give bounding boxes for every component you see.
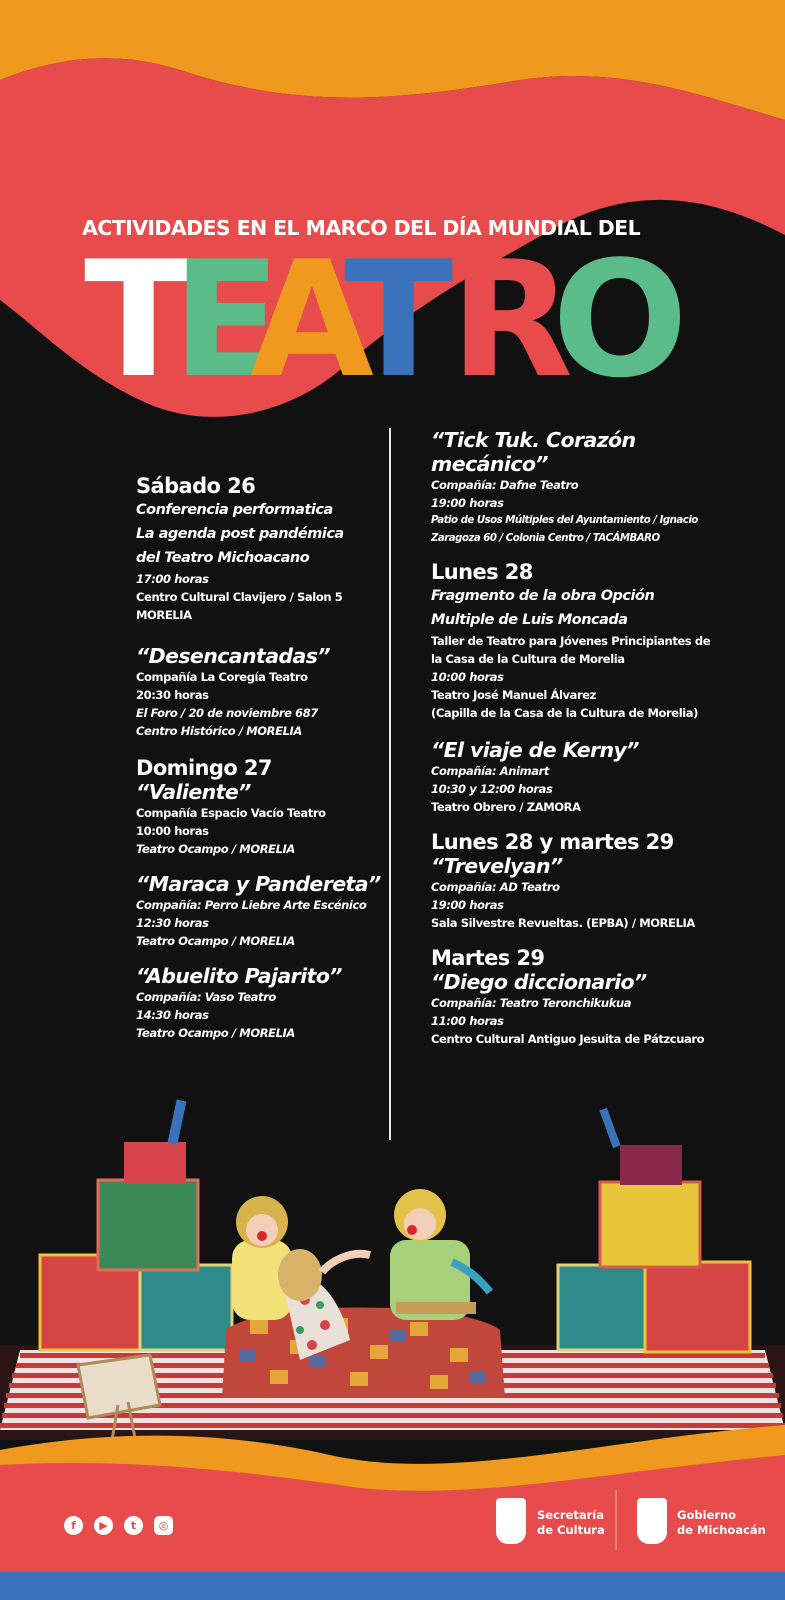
title-ticktuk-line2: mecánico” [431, 452, 548, 476]
event-company: Compañía: Vaso Teatro [136, 990, 276, 1004]
teatro-letter-t2: T [344, 226, 444, 413]
teatro-letter-t1: T [84, 226, 184, 413]
header-subtitle: ACTIVIDADES EN EL MARCO DEL DÍA MUNDIAL DEL [82, 216, 641, 240]
twitter-icon[interactable]: t [124, 1516, 143, 1535]
event-line: Fragmento de la obra Opción [431, 588, 655, 604]
title-kerny: “El viaje de Kerny” [431, 738, 639, 762]
event-place: El Foro / 20 de noviembre 687 [136, 706, 318, 720]
event-company: Compañía: Dafne Teatro [431, 478, 579, 492]
teatro-letter-o: O [552, 226, 679, 413]
event-place: (Capilla de la Casa de la Cultura de Morelia) [431, 706, 699, 720]
day-lunes-martes: Lunes 28 y martes 29 [431, 830, 674, 854]
left-column [136, 474, 381, 1042]
cultura-seal-icon [496, 1498, 526, 1544]
event-place: Teatro Ocampo / MORELIA [136, 934, 295, 948]
logo-gobierno-michoacan [677, 1508, 766, 1538]
teatro-letter-a: A [250, 226, 364, 413]
teatro-letter-r: R [450, 226, 564, 413]
event-line: Conferencia performatica [136, 502, 333, 518]
event-time: 17:00 horas [136, 572, 209, 586]
logo-line: Gobierno [677, 1508, 737, 1522]
event-place: Teatro Ocampo / MORELIA [136, 1026, 295, 1040]
event-place: Teatro José Manuel Álvarez [431, 688, 596, 702]
logo-line: Secretaría [537, 1508, 605, 1522]
event-place: Sala Silvestre Revueltas. (EPBA) / MORELIA [431, 916, 695, 930]
event-place: Centro Cultural Antiguo Jesuita de Pátzcuaro [431, 1032, 705, 1046]
instagram-icon[interactable]: ◎ [154, 1516, 173, 1535]
event-time: 10:30 y 12:00 horas [431, 782, 553, 796]
event-line: del Teatro Michoacano [136, 550, 310, 566]
michoacan-seal-icon [637, 1498, 667, 1544]
event-time: 19:00 horas [431, 496, 504, 510]
day-sabado: Sábado 26 [136, 474, 256, 498]
title-diego: “Diego diccionario” [431, 970, 647, 994]
event-place: Patio de Usos Múltiples del Ayuntamiento / Ignacio [431, 515, 698, 526]
footer-blue-band [0, 1572, 785, 1600]
event-company: la Casa de la Cultura de Morelia [431, 652, 625, 666]
title-valiente: “Valiente” [136, 780, 251, 804]
event-company: Compañía: AD Teatro [431, 880, 560, 894]
event-city: Centro Histórico / MORELIA [136, 724, 302, 738]
event-time: 14:30 horas [136, 1008, 209, 1022]
event-place: Teatro Ocampo / MORELIA [136, 842, 295, 856]
event-time: 12:30 horas [136, 916, 209, 930]
event-line: Multiple de Luis Moncada [431, 612, 628, 628]
logo-line: de Cultura [537, 1523, 605, 1537]
event-company: Compañía La Coregía Teatro [136, 670, 308, 684]
day-lunes: Lunes 28 [431, 560, 533, 584]
logo-secretaria-cultura [537, 1508, 605, 1538]
event-time: 19:00 horas [431, 898, 504, 912]
event-place: Teatro Obrero / ZAMORA [431, 800, 581, 814]
title-trevelyan: “Trevelyan” [431, 854, 563, 878]
title-maraca: “Maraca y Pandereta” [136, 872, 381, 896]
title-ticktuk-line1: “Tick Tuk. Corazón [431, 428, 636, 452]
event-time: 10:00 horas [431, 670, 504, 684]
event-time: 11:00 horas [431, 1014, 504, 1028]
event-place: Centro Cultural Clavijero / Salon 5 [136, 590, 343, 604]
youtube-icon[interactable]: ▶ [94, 1516, 113, 1535]
event-time: 10:00 horas [136, 824, 209, 838]
event-city: Zaragoza 60 / Colonia Centro / TACÁMBARO [431, 533, 660, 544]
event-company: Compañía Espacio Vacío Teatro [136, 806, 326, 820]
day-martes: Martes 29 [431, 946, 545, 970]
event-line: La agenda post pandémica [136, 526, 344, 542]
event-time: 20:30 horas [136, 688, 209, 702]
event-company: Compañía: Perro Liebre Arte Escénico [136, 898, 367, 912]
title-abuelito: “Abuelito Pajarito” [136, 964, 342, 988]
column-divider [389, 428, 391, 1140]
day-domingo: Domingo 27 [136, 756, 272, 780]
facebook-icon[interactable]: f [64, 1516, 83, 1535]
event-city: MORELIA [136, 608, 192, 622]
right-column [431, 428, 781, 1048]
teatro-letter-e: E [172, 226, 272, 413]
logo-line: de Michoacán [677, 1523, 766, 1537]
event-company: Compañía: Teatro Teronchikukua [431, 996, 632, 1010]
event-company: Taller de Teatro para Jóvenes Principiantes de [431, 634, 711, 648]
event-company: Compañía: Animart [431, 764, 549, 778]
title-desencantadas: “Desencantadas” [136, 644, 330, 668]
patchwork-seat [222, 1308, 505, 1399]
